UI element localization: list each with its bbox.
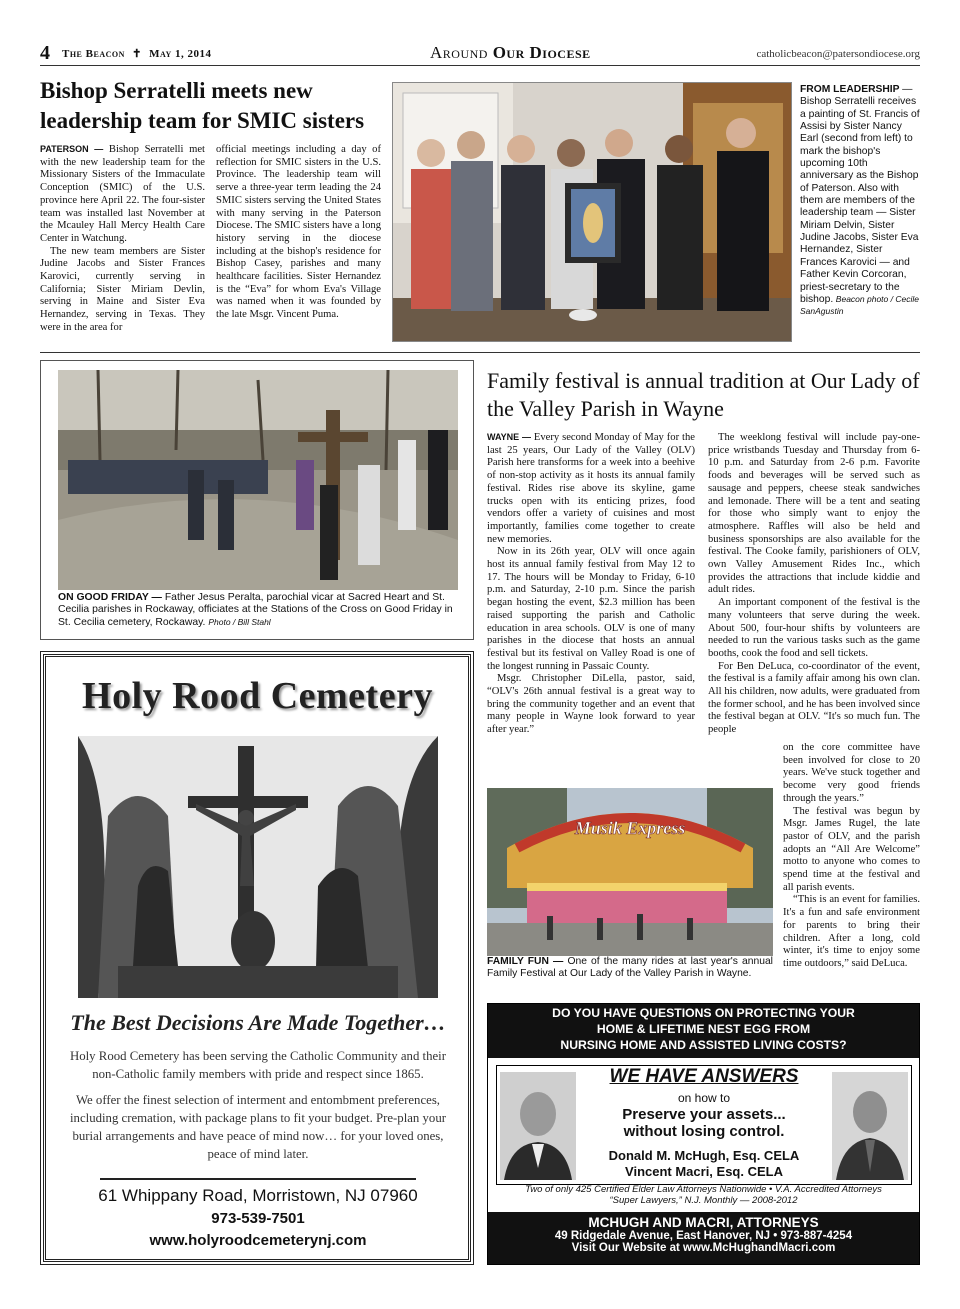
we-have-answers: WE HAVE ANSWERS <box>609 1066 799 1087</box>
firm-info-banner <box>488 1212 919 1264</box>
cross-icon: ✝ <box>132 48 142 60</box>
good-friday-caption <box>58 592 458 629</box>
firm-address: 49 Ridgedale Avenue, East Hanover, NJ • 973-887-4254 <box>554 1230 853 1242</box>
preserve-line: Preserve your assets... <box>622 1106 786 1123</box>
festival-ride-photo <box>487 788 773 956</box>
cemetery-ad-tagline: The Best Decisions Are Made Together… <box>70 1010 446 1035</box>
article1-column-2 <box>216 144 381 322</box>
issue-date: May 1, 2014 <box>149 48 212 60</box>
caption-heading: FROM LEADERSHIP <box>800 84 900 95</box>
ride-sign-text: Musik Express <box>574 818 686 838</box>
ad-question-banner <box>488 1004 919 1058</box>
leadership-photo-caption <box>800 84 920 319</box>
caption-heading: ON GOOD FRIDAY — <box>58 592 162 603</box>
section-title-part2: Our Diocese <box>492 43 591 62</box>
page-number: 4 <box>40 42 50 64</box>
article2-headline: Family festival is annual tradition at Our Lady of the Valley Parish in Wayne <box>487 368 920 422</box>
crucifixion-statue-image <box>78 736 438 998</box>
question-line: NURSING HOME AND ASSISTED LIVING COSTS? <box>560 1037 847 1052</box>
caption-text: — Bishop Serratelli receives a painting of St. Francis of Assisi by Sister Nancy Earl (second from left) to mark the bishop's upcoming 10th anniversary as the Bishop of Paterson. Also with them are members of the leadership team — Sister Miriam Delvin, Sister Judine Jacobs, Sister Eva Hernandez, Sister Frances Karovici — and Father Kevin Corcoran, priest-secretary to the bishop. <box>800 84 920 305</box>
article2-paragraph: Now in its 26th year, OLV will once again host its annual family festival from May 12 to 17. The hours will be Monday to Friday, 6-10 p.m. and Saturday, 2-10 p.m. Since the parish began hosting the event, $2.3 million has been raised supporting the parish and Catholic education in area schools. OLV is one of many parishes in the diocese that hosts an annual festival but its festival on Valley Road is one of the longest running in Passaic County. <box>487 546 695 672</box>
super-lawyers-line: “Super Lawyers,” N.J. Monthly — 2008-2012 <box>609 1195 798 1207</box>
article2-dateline: WAYNE — <box>487 432 531 442</box>
page-header <box>40 40 920 66</box>
question-line: HOME & LIFETIME NEST EGG FROM <box>596 1021 811 1036</box>
preserve-line: without losing control. <box>623 1123 785 1141</box>
article2-paragraph: An important component of the festival is the many volunteers that serve during the week. About 500, four-hour shifts by volunteers are needed to run the various tasks such as the game booths, cook the food and sell tickets. <box>708 597 920 659</box>
cemetery-website-link[interactable]: www.holyroodcemeterynj.com <box>149 1232 367 1249</box>
section-divider <box>40 352 920 353</box>
good-friday-photo <box>58 370 458 590</box>
article1-paragraph: The new team members are Sister Judine Jacobs and Sister Frances Karovici, currently serving in California; Sister Miriam Devlin, serving in Maine and Sister Eva Hernandez, serving in Texas. They were in the area for <box>40 245 205 333</box>
section-title-part1: Around <box>430 43 488 62</box>
article2-column-2 <box>708 432 920 737</box>
certification-line: Two of only 425 Certified Elder Law Attorneys Nationwide • V.A. Accredited Attorneys <box>525 1184 882 1195</box>
article1-paragraph: Bishop Serratelli met with the new leadership team for the Missionary Sisters of the Immaculate Conception (SMIC) of the U.S. province here April 22. The four-sister team was installed last November at the Mcauley Hall Mercy Health Care Center in Watchung. <box>40 144 205 244</box>
attorney-name: Vincent Macri, Esq. CELA <box>625 1163 783 1179</box>
question-line: DO YOU HAVE QUESTIONS ON PROTECTING YOUR <box>552 1006 855 1020</box>
attorney-photo-macri <box>832 1072 908 1180</box>
publication-name: The Beacon <box>62 48 125 60</box>
article2-paragraph: “This is an event for families. It's a fun and safe environment for parents to bring their children. After a long, cold winter, it's time to enjoy some time outdoors,” said DeLuca. <box>783 894 920 969</box>
article2-paragraph: Msgr. Christopher DiLella, pastor, said, “OLV's 26th annual festival is a great way to bring the community together and an event that many people in Wayne look forward to year after year.” <box>487 673 695 736</box>
article2-column-2-wrap <box>783 742 920 971</box>
article1-dateline: PATERSON — <box>40 144 104 154</box>
attorney-names <box>580 1148 828 1179</box>
article2-paragraph: The festival was begun by Msgr. James Rugel, the late pastor of OLV, and the parish adopts an “All Are Welcome” motto to anyone who comes to spend time at the festival and all parish events. <box>783 805 920 893</box>
cemetery-ad-paragraph: Holy Rood Cemetery has been serving the Catholic Community and their non-Catholic family members with pride and respect since 1865. <box>69 1049 446 1081</box>
caption-heading: FAMILY FUN — <box>487 956 564 967</box>
article2-paragraph: The weeklong festival will include pay-one-price wristbands Tuesday and Thursday from 6-10 p.m. and Saturday from 2-6 p.m. Favorite foods and beverages will be served such as sausage and peppers, cheese steak sandwiches and lemonade. There will be a tent and seating for those who simply want to enjoy the atmosphere. Raffles will also be held and business sponsorships are also available for the festival. The Cooke family, parishioners of OLV, own Valley Amusement Rides Inc., which provides the attractions that include kiddie and adult rides. <box>708 432 920 596</box>
article2-paragraph: on the core committee have been involved for close to 20 years. We've stuck together and become very good friends through the years.” <box>783 742 920 804</box>
article2-paragraph: Every second Monday of May for the last 25 years, Our Lady of the Valley (OLV) Parish here transforms for a week into a beehive of non-stop activity as it hosts its annual family festival. Rides rise above its skyline, game trucks open with its enticing prizes, food vendors offer a variety of cuisines and most importantly, families come together to create new memories. <box>487 432 695 545</box>
photo-credit: Photo / Bill Stahl <box>208 616 271 627</box>
section-title <box>430 43 591 63</box>
certification-note <box>490 1184 917 1207</box>
caption-text: One of the many rides at last year's annual Family Festival at Our Lady of the Valley Parish in Wayne. <box>487 956 773 979</box>
preserve-assets-headline <box>580 1106 828 1141</box>
article1-headline: Bishop Serratelli meets new leadership team for SMIC sisters <box>40 78 365 133</box>
header-publication-date <box>62 47 212 60</box>
on-how-to: on how to <box>677 1091 731 1105</box>
festival-photo-caption <box>487 956 773 980</box>
cemetery-ad-paragraph: We offer the finest selection of interment and entombment preferences, including cremation, with package plans to fit your budget. Pre-plan your burial arrangements and have peace of mind now… for your loved ones, peace of mind later. <box>70 1093 446 1161</box>
photo-credit: Beacon photo / Cecile SanAgustin <box>800 293 919 317</box>
cemetery-ad-title: Holy Rood Cemetery <box>82 675 433 717</box>
attorney-name: Donald M. McHugh, Esq. CELA <box>608 1148 800 1163</box>
firm-name: MCHUGH AND MACRI, ATTORNEYS <box>588 1215 819 1230</box>
firm-website-link[interactable]: Visit Our Website at www.McHughandMacri.com <box>571 1242 836 1254</box>
attorney-photo-mchugh <box>500 1072 576 1180</box>
header-email: catholicbeacon@patersondiocese.org <box>756 48 920 60</box>
cemetery-address: 61 Whippany Road, Morristown, NJ 07960 <box>98 1186 418 1205</box>
article2-column-1 <box>487 432 695 737</box>
leadership-team-photo <box>392 82 792 342</box>
article1-paragraph: official meetings including a day of reflection for SMIC sisters in the U.S. Province. The leadership team will serve a three-year term leading the 24 SMIC sisters serving the United States with many serving in the Paterson Diocese. The SMIC sisters have a long history serving in the diocese including at the bishop's residence for Bishop Casey, parishes and many healthcare facilities. Sister Hernandez is the “Eva” for whom Eva's Village was named when it was founded by the late Msgr. Vincent Puma. <box>216 144 381 321</box>
cemetery-phone[interactable]: 973-539-7501 <box>211 1210 305 1227</box>
article1-column-1 <box>40 144 205 335</box>
caption-text: Father Jesus Peralta, parochial vicar at Sacred Heart and St. Cecilia parishes in Rockaway, officiates at the Stations of the Cross on Good Friday in St. Cecilia cemetery, Rockaway. <box>58 592 453 628</box>
divider-line <box>100 1178 416 1180</box>
article2-paragraph: For Ben DeLuca, co-coordinator of the event, the festival is a family affair among his own clan. All his children, now adults, were graduated from the former school, and he has been involved since the festival began at OLV. “It's so much fun. The people <box>708 660 920 736</box>
